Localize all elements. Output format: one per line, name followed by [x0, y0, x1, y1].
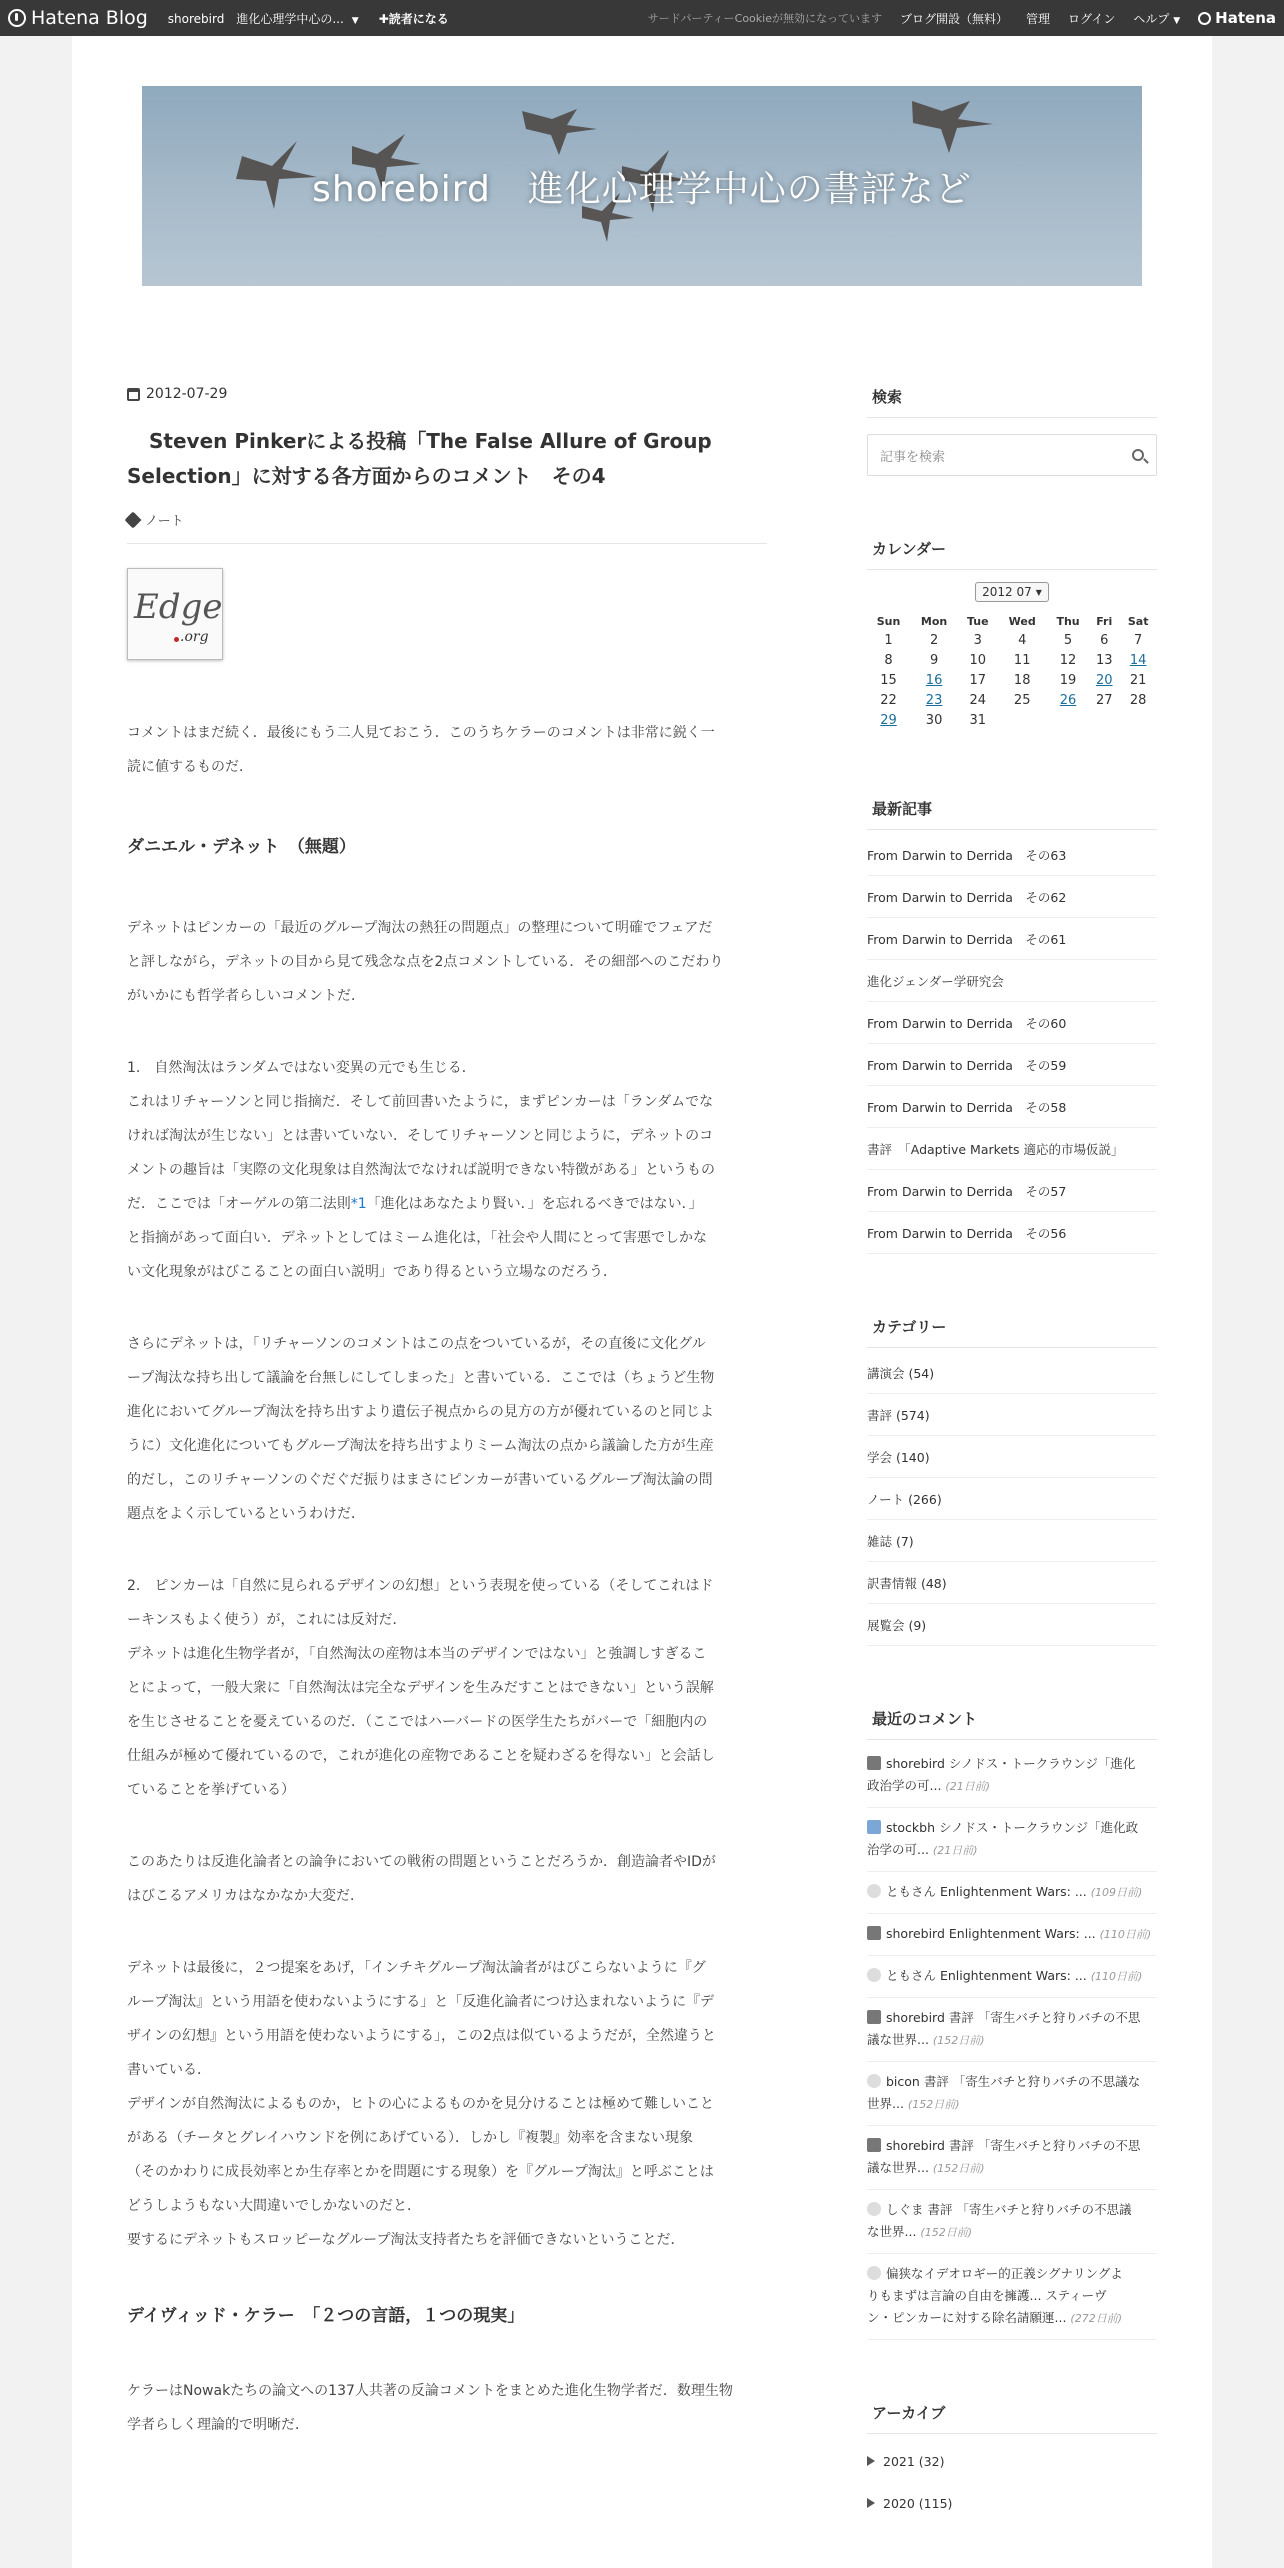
comment-age: (152日前)	[920, 2226, 972, 2239]
comment-item[interactable]	[867, 1808, 1157, 1872]
blog-page	[72, 36, 1212, 2568]
comment-age: (152日前)	[932, 2162, 985, 2175]
category-link[interactable]: 雑誌 (7)	[867, 1520, 1157, 1562]
search-box[interactable]	[867, 434, 1157, 476]
calendar-day-link[interactable]: 20	[1095, 672, 1113, 688]
caret-down-icon: ▼	[1173, 15, 1181, 26]
admin-link[interactable]: 管理	[1025, 11, 1050, 26]
calendar-day: 21	[1129, 672, 1147, 688]
category-link[interactable]: 訳書情報 (48)	[867, 1562, 1157, 1604]
categories-list	[867, 1352, 1157, 1646]
comment-age: (152日前)	[932, 2034, 985, 2047]
avatar-icon	[867, 1926, 881, 1940]
calendar-day: 30	[925, 712, 943, 728]
calendar-weekday: Sun	[876, 614, 901, 628]
calendar-day: 3	[973, 632, 982, 648]
comment-text[interactable]: 治学の可...	[867, 1842, 933, 1857]
archive-list	[867, 2440, 1157, 2524]
archive-year-label[interactable]: 2021 (32)	[883, 2453, 945, 2469]
comment-text[interactable]: しぐま 書評 「寄生バチと狩りバチの不思議	[886, 2202, 1132, 2217]
search-input[interactable]: 記事を検索	[880, 449, 946, 465]
calendar-week	[867, 670, 1157, 690]
comment-text[interactable]: 偏狭なイデオロギー的正義シグナリングよ	[886, 2266, 1123, 2281]
recent-entry-link[interactable]: From Darwin to Derrida その60	[867, 1002, 1157, 1044]
category-link[interactable]: 学会 (140)	[867, 1436, 1157, 1478]
recent-entry-link[interactable]: From Darwin to Derrida その63	[867, 834, 1157, 876]
red-dot-icon	[174, 637, 179, 642]
recent-entries-title: 最新記事	[867, 798, 1157, 830]
calendar-day: 13	[1095, 652, 1113, 668]
blog-title[interactable]: shorebird 進化心理学中心の書評など	[312, 168, 972, 210]
avatar-icon	[867, 1884, 881, 1898]
hatena-link[interactable]: Hatena	[1198, 9, 1276, 27]
subscribe-button[interactable]: ✚読者になる	[378, 11, 449, 26]
comment-age: (21日前)	[932, 1844, 978, 1857]
comment-item[interactable]	[867, 2190, 1157, 2254]
comment-age: (272日前)	[1070, 2312, 1122, 2325]
comment-text[interactable]: ともさん Enlightenment Wars: ...	[886, 1968, 1091, 1983]
archive-year[interactable]	[867, 2440, 1157, 2482]
search-icon[interactable]	[1132, 449, 1144, 461]
section-heading-keller: デイヴィッド・ケラー 「２つの言語，１つの現実」	[127, 2306, 525, 2326]
paragraph: デネットはピンカーの「最近のグループ淘汰の熱狂の問題点」の整理について明確でフェアだ と評しながら，デネットの目から見て残念な点を2点コメントしている．その細部へのこだわり がいかにも哲学者らしいコメントだ．	[127, 920, 724, 1004]
calendar-day: 9	[929, 652, 939, 668]
help-menu[interactable]: ヘルプ ▼	[1133, 11, 1181, 26]
footnote-link[interactable]: *1	[350, 1196, 367, 1212]
open-blog-link[interactable]: ブログ開設（無料）	[899, 11, 1008, 26]
recent-entry-link[interactable]: From Darwin to Derrida その58	[867, 1086, 1157, 1128]
avatar-icon	[867, 1968, 881, 1982]
caret-down-icon: ▼	[351, 15, 359, 26]
entry-date[interactable]: 2012-07-29	[127, 386, 767, 402]
comment-text[interactable]: りもまずは言論の自由を擁護... スティーヴ	[867, 2288, 1107, 2303]
calendar-week	[867, 710, 1157, 730]
calendar-day: 25	[1013, 692, 1031, 708]
comment-age: (110日前)	[1090, 1970, 1143, 1983]
calendar-weekday: Wed	[1008, 614, 1036, 628]
calendar-day: 4	[1018, 632, 1027, 648]
calendar-day: 28	[1129, 692, 1147, 708]
recent-entry-link[interactable]: 書評 「Adaptive Markets 適応的市場仮説」	[867, 1128, 1157, 1170]
sidebar	[867, 386, 1157, 2524]
hatena-logo-icon	[8, 9, 26, 27]
comment-item[interactable]	[867, 1998, 1157, 2062]
paragraph: 2. ピンカーは「自然に見られるデザインの幻想」という表現を使っている（そしてこれはド ーキンスもよく使う）が，これには反対だ． デネットは進化生物学者が，「自然淘汰の産物は本当のデザインではない」と強調しすぎるこ とによって，一般大衆に「自然淘汰は完全なデザインを生みだすことはできない」という誤解 を生じさせることを憂えているのだ．（ここではハーバードの医学生たちがバーで「細胞内の 仕組みが極めて優れているので，これが進化の産物であることを疑わざるを得ない」と会話し ていることを挙げている）	[127, 1578, 715, 1798]
recent-entry-link[interactable]: From Darwin to Derrida その61	[867, 918, 1157, 960]
comment-text[interactable]: ン・ピンカーに対する除名請願運...	[867, 2310, 1071, 2325]
entry-article	[127, 386, 767, 2442]
hatena-blog-logo[interactable]: Hatena Blog	[8, 7, 148, 29]
calendar-month-select[interactable]: 2012 07 ▼	[975, 582, 1049, 602]
calendar-weekday: Fri	[1096, 614, 1113, 628]
calendar-day: 8	[884, 652, 893, 668]
calendar-day: 15	[880, 672, 897, 688]
blog-header-banner[interactable]	[142, 86, 1142, 286]
comment-item[interactable]	[867, 2254, 1157, 2340]
comment-age: (152日前)	[907, 2098, 960, 2111]
paragraph: このあたりは反進化論者との論争においての戦術の問題ということだろうか．創造論者やIDが はびこるアメリカはなかなか大変だ．	[127, 1854, 716, 1904]
paragraph: コメントはまだ続く．最後にもう二人見ておこう．このうちケラーのコメントは非常に鋭く一 読に値するものだ．	[127, 725, 715, 775]
calendar-day: 2	[929, 632, 939, 648]
avatar-icon	[867, 2202, 881, 2216]
calendar-day-link[interactable]: 14	[1129, 652, 1147, 668]
calendar-table	[867, 612, 1157, 730]
categories-title: カテゴリー	[867, 1316, 1157, 1348]
paragraph: ケラーはNowakたちの論文への137人共著の反論コメントをまとめた進化生物学者だ．数理生物 学者らしく理論的で明晰だ．	[127, 2383, 733, 2433]
calendar-icon	[127, 388, 140, 401]
calendar-day: 17	[969, 672, 987, 688]
avatar-icon	[867, 2074, 881, 2088]
calendar-day	[1089, 710, 1119, 730]
category-link[interactable]: 書評 (574)	[867, 1394, 1157, 1436]
calendar-day: 19	[1059, 672, 1077, 688]
category-link[interactable]: 展覧会 (9)	[867, 1604, 1157, 1646]
calendar-day: 18	[1013, 672, 1031, 688]
comment-text[interactable]: 議な世界...	[867, 2160, 933, 2175]
comment-text[interactable]: shorebird 書評 「寄生バチと狩りバチの不思	[886, 2010, 1141, 2025]
comment-text[interactable]: 世界...	[867, 2096, 908, 2111]
calendar-day	[998, 710, 1047, 730]
comment-text[interactable]: ともさん Enlightenment Wars: ...	[886, 1884, 1091, 1899]
avatar-icon	[867, 1820, 881, 1834]
calendar-day: 6	[1100, 632, 1109, 648]
comment-item[interactable]	[867, 1956, 1157, 1998]
calendar-widget-title: カレンダー	[867, 538, 1157, 570]
calendar-day: 7	[1134, 632, 1143, 648]
comment-age: (110日前)	[1099, 1928, 1152, 1941]
avatar-icon	[867, 2266, 881, 2280]
entry-title[interactable]: Steven Pinkerによる投稿「The False Allure of Group Selection」に対する各方面からのコメント その4	[127, 429, 712, 488]
comment-text[interactable]: 政治学の可...	[867, 1778, 946, 1793]
tag-icon	[125, 511, 142, 528]
caret-down-icon: ▼	[1035, 587, 1042, 597]
recent-entry-link[interactable]: From Darwin to Derrida その57	[867, 1170, 1157, 1212]
calendar-weekday: Sat	[1127, 614, 1149, 628]
paragraph: 1. 自然淘汰はランダムではない変異の元でも生じる． これはリチャーソンと同じ指摘だ．そして前回書いたように，まずピンカーは「ランダムでな ければ淘汰が生じない」とは書いていない．そしてリチャーソンと同じように，デネットのコ メントの趣旨は「実際の文化現象は自然淘汰でなければ説明できない特徴がある」というもの だ．ここでは「オーゲルの第二法則*1「進化はあなたより賢い．」を忘れるべきではない．」 と指摘があって面白い．デネットとしてはミーム進化は，「社会や人間にとって害悪でしかな い文化現象がはびこることの面白い説明」であり得るという立場なのだろう．	[127, 1060, 715, 1280]
comment-text[interactable]: shorebird 書評 「寄生バチと狩りバチの不思	[886, 2138, 1141, 2153]
recent-entry-link[interactable]: 進化ジェンダー学研究会	[867, 960, 1157, 1002]
category-link[interactable]: 講演会 (54)	[867, 1352, 1157, 1394]
blog-name-menu[interactable]: shorebird 進化心理学中心の... ▼	[167, 11, 359, 26]
calendar-day	[1047, 710, 1089, 730]
calendar-weekday: Thu	[1056, 614, 1080, 628]
calendar-day-link[interactable]: 29	[880, 712, 897, 728]
calendar-day: 10	[969, 652, 987, 668]
calendar-day: 22	[880, 692, 897, 708]
comment-text[interactable]: stockbh シノドス・トークラウンジ「進化政	[886, 1820, 1139, 1835]
calendar-day: 31	[969, 712, 987, 728]
paragraph: さらにデネットは，「リチャーソンのコメントはこの点をついているが，その直後に文化グル ープ淘汰な持ち出して議論を台無しにしてしまった」と書いている．ここでは（ちょうど生物 進化においてグループ淘汰を持ち出すより遺伝子視点からの見方の方が優れているのと同じよ うに）文化進化についてもグループ淘汰を持ち出すよりミーム淘汰の点から議論した方が生産 的だし，このリチャーソンのぐだぐだ振りはまさにピンカーが書いているグループ淘汰論の問 題点をよく示しているというわけだ．	[127, 1336, 715, 1522]
divider	[127, 543, 767, 544]
comment-text[interactable]: shorebird Enlightenment Wars: ...	[886, 1926, 1100, 1941]
calendar-day-link[interactable]: 16	[925, 672, 943, 688]
comment-text[interactable]: 議な世界...	[867, 2032, 933, 2047]
comment-item[interactable]	[867, 2062, 1157, 2126]
calendar-day: 24	[969, 692, 987, 708]
avatar-icon	[867, 2010, 881, 2024]
calendar-day-link[interactable]: 26	[1059, 692, 1077, 708]
hatena-mini-icon	[1198, 12, 1211, 25]
recent-entry-link[interactable]: From Darwin to Derrida その62	[867, 876, 1157, 918]
archive-title: アーカイブ	[867, 2402, 1157, 2434]
calendar-week	[867, 690, 1157, 710]
recent-entry-link[interactable]: From Darwin to Derrida その56	[867, 1212, 1157, 1254]
edge-org-logo-image[interactable]: Edge .org	[127, 568, 223, 660]
calendar-day: 5	[1063, 632, 1073, 648]
triangle-right-icon[interactable]	[867, 2456, 875, 2466]
comment-item[interactable]	[867, 1744, 1157, 1808]
recent-entries-list	[867, 834, 1157, 1254]
comment-text[interactable]: bicon 書評 「寄生バチと狩りバチの不思議な	[886, 2074, 1141, 2089]
calendar-weekday: Mon	[920, 614, 948, 628]
calendar-day: 1	[884, 632, 893, 648]
triangle-right-icon[interactable]	[867, 2498, 875, 2508]
login-link[interactable]: ログイン	[1068, 11, 1116, 26]
search-widget-title: 検索	[867, 386, 1157, 418]
calendar-week	[867, 630, 1157, 650]
calendar-day: 11	[1013, 652, 1031, 668]
calendar-day	[1119, 710, 1157, 730]
comment-item[interactable]	[867, 1914, 1157, 1956]
recent-comments-title: 最近のコメント	[867, 1708, 1157, 1740]
comment-text[interactable]: な世界...	[867, 2224, 921, 2239]
paragraph: デネットは最後に，２つ提案をあげ，「インチキグループ淘汰論者がはびこらないように『グ ループ淘汰』という用語を使わないようにする」と「反進化論者につけ込まれないように『デ ザインの幻想』という用語を使わないようにする」，この2点は似ているようだが，全然違うと 書いている． デザインが自然淘汰によるものか，ヒトの心によるものかを見分けることは極めて難しいこと がある（チータとグレイハウンドを例にあげている）．しかし『複製』効率を含まない現象 （そのかわりに成長効率とか生存率とかを問題にする現象）を『グループ淘汰』と呼ぶことは どうしようもない大間違いでしかないのだと． 要するにデネットもスロッピーなグループ淘汰支持者たちを評価できないということだ．	[127, 1960, 716, 2248]
category-link[interactable]: ノート (266)	[867, 1478, 1157, 1520]
cookie-notice: サードパーティーCookieが無効になっています	[647, 12, 882, 25]
entry-category[interactable]: ノート	[127, 510, 767, 529]
comment-item[interactable]	[867, 1872, 1157, 1914]
comment-age: (21日前)	[945, 1780, 990, 1793]
avatar-icon	[867, 2138, 881, 2152]
avatar-icon	[867, 1756, 881, 1770]
global-header	[0, 0, 1284, 36]
section-heading-dennett: ダニエル・デネット （無題）	[127, 837, 356, 857]
recent-comments-list	[867, 1744, 1157, 2340]
archive-year-label[interactable]: 2020 (115)	[883, 2495, 953, 2511]
recent-entry-link[interactable]: From Darwin to Derrida その59	[867, 1044, 1157, 1086]
archive-year[interactable]	[867, 2482, 1157, 2524]
calendar-day: 12	[1059, 652, 1077, 668]
calendar-day-link[interactable]: 23	[925, 692, 943, 708]
calendar-weekday: Tue	[967, 614, 989, 628]
comment-text[interactable]: shorebird シノドス・トークラウンジ「進化	[886, 1756, 1136, 1771]
comment-age: (109日前)	[1090, 1886, 1143, 1899]
calendar-week	[867, 650, 1157, 670]
comment-item[interactable]	[867, 2126, 1157, 2190]
calendar-day: 27	[1095, 692, 1113, 708]
